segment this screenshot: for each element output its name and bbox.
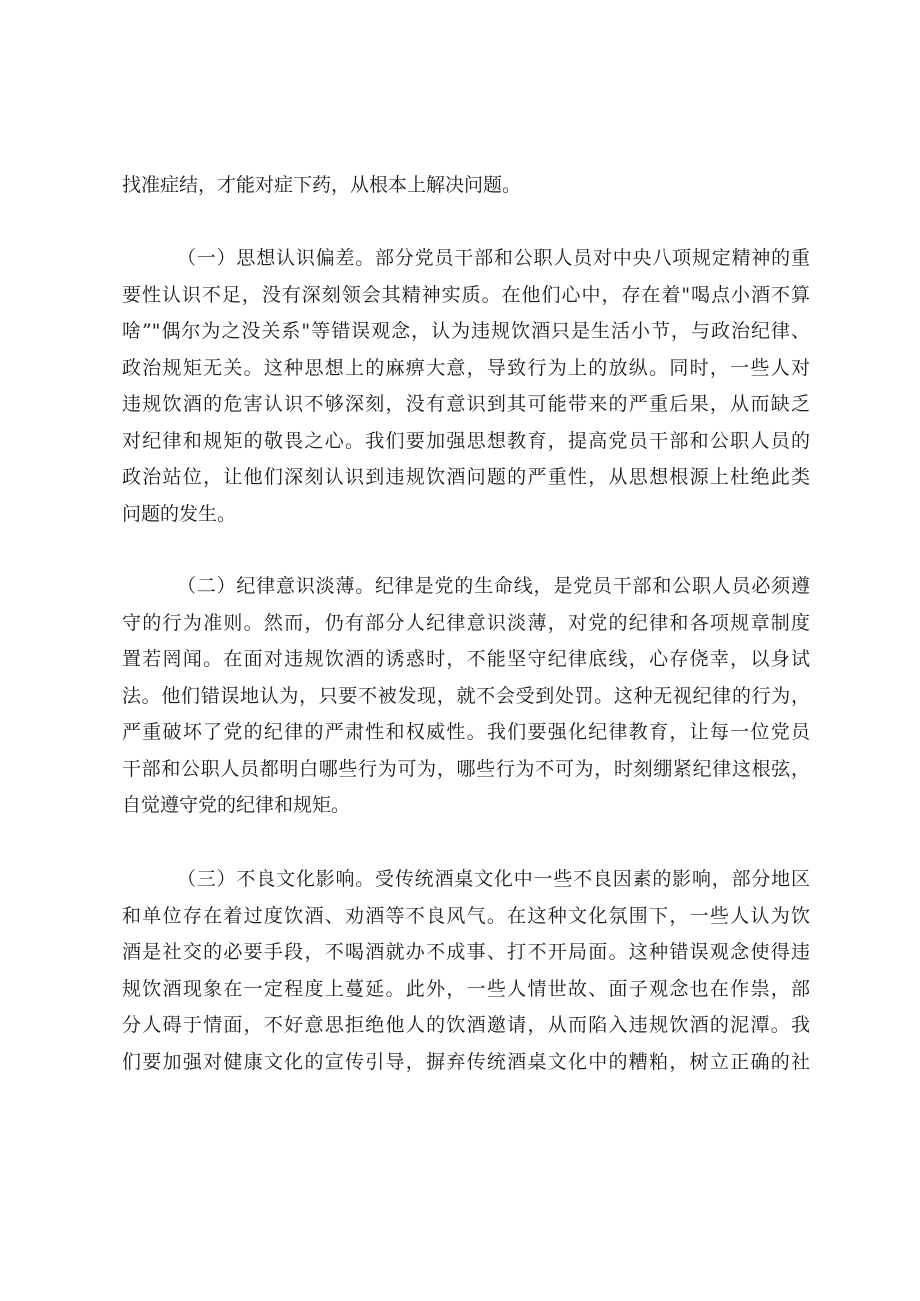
text-line: 酒是社交的必要手段，不喝酒就办不成事、打不开局面。这种错误观念使得违 [122,941,810,963]
text-line: （二）纪律意识淡薄。纪律是党的生命线，是党员干部和公职人员必须遵 [177,575,810,597]
text-line: 找准症结，才能对症下药，从根本上解决问题。 [122,174,522,196]
text-line: 们要加强对健康文化的宣传引导，摒弃传统酒桌文化中的糟粕，树立正确的社 [122,1050,810,1073]
text-line: 法。他们错误地认为，只要不被发现，就不会受到处罚。这种无视纪律的行为， [122,684,810,707]
text-line: （三）不良文化影响。受传统酒桌文化中一些不良因素的影响，部分地区 [177,868,810,890]
paragraph-discipline-weak [122,568,810,824]
text-line: 政治规矩无关。这种思想上的麻痹大意，导致行为上的放纵。同时，一些人对 [122,356,810,379]
text-line: 自觉遵守党的纪律和规矩。 [122,794,351,816]
intro-paragraph [122,167,810,204]
text-line: 和单位存在着过度饮酒、劝酒等不良风气。在这种文化氛围下，一些人认为饮 [122,904,810,927]
paragraph-culture-influence [122,861,810,1080]
text-line: 置若罔闻。在面对违规饮酒的诱惑时，不能坚守纪律底线，心存侥幸，以身试 [122,648,810,670]
text-line: 规饮酒现象在一定程度上蔓延。此外，一些人情世故、面子观念也在作祟，部 [122,977,810,1000]
text-line: 要性认识不足，没有深刻领会其精神实质。在他们心中，存在着"喝点小酒不算 [122,283,810,306]
text-line: 干部和公职人员都明白哪些行为可为，哪些行为不可为，时刻绷紧纪律这根弦， [122,757,810,780]
text-line: 啥”"偶尔为之没关系"等错误观念，认为违规饮酒只是生活小节，与政治纪律、 [122,320,810,342]
text-line: 分人碍于情面，不好意思拒绝他人的饮酒邀请，从而陷入违规饮酒的泥潭。我 [122,1014,810,1036]
text-line: 问题的发生。 [122,502,237,525]
text-line: 守的行为准则。然而，仍有部分人纪律意识淡薄，对党的纪律和各项规章制度 [122,611,810,634]
text-line: 违规饮酒的危害认识不够深刻，没有意识到其可能带来的严重后果，从而缺乏 [122,393,810,415]
text-line: 政治站位，让他们深刻认识到违规饮酒问题的严重性，从思想根源上杜绝此类 [122,466,810,488]
text-line: （一）思想认识偏差。部分党员干部和公职人员对中央八项规定精神的重 [177,247,810,269]
text-line: 严重破坏了党的纪律的严肃性和权威性。我们要强化纪律教育，让每一位党员 [122,721,810,743]
text-line: 对纪律和规矩的敬畏之心。我们要加强思想教育，提高党员干部和公职人员的 [122,429,810,452]
paragraph-thought-bias [122,240,810,532]
